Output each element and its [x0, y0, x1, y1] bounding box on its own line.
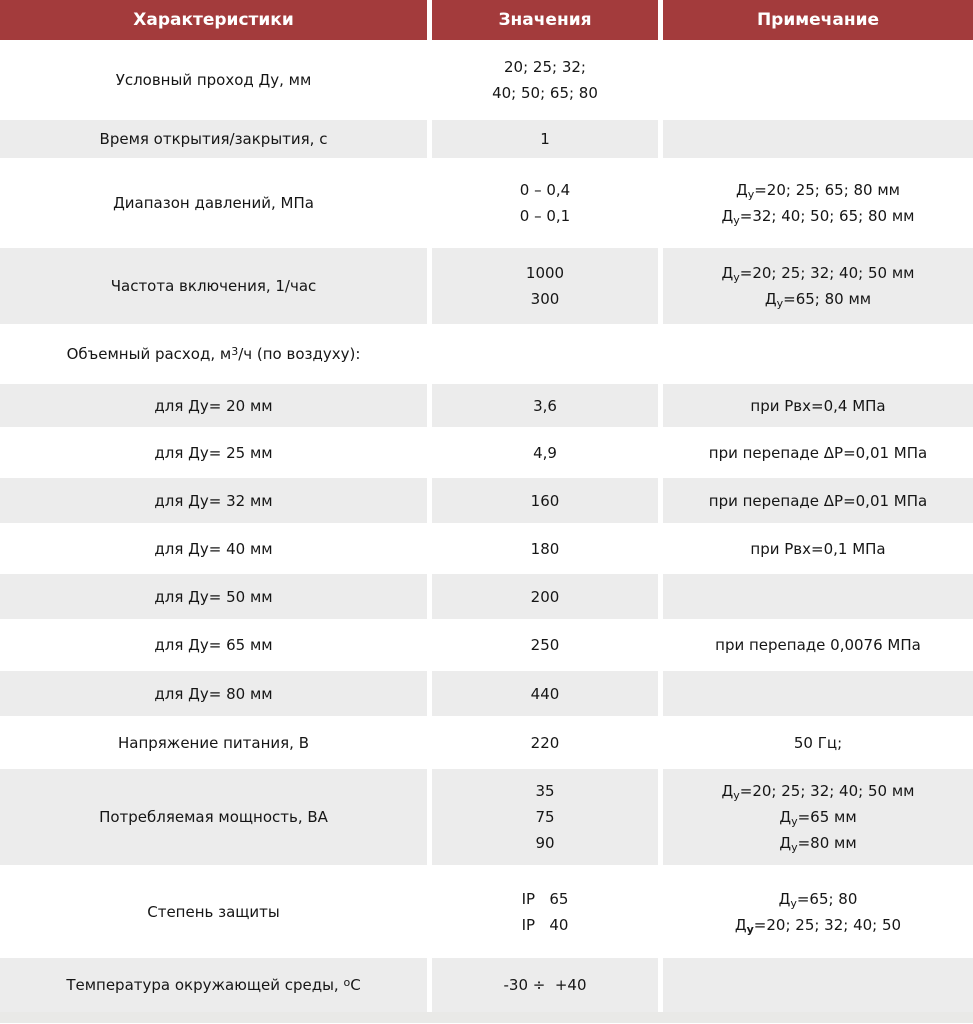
characteristic-cell [0, 327, 427, 381]
cell-line: 1000 [525, 264, 565, 282]
cell-line: для Ду= 20 мм [154, 396, 273, 415]
cell-line: 440 [530, 684, 560, 703]
cell-line: Степень защиты [147, 902, 280, 921]
note-cell [663, 478, 973, 523]
cell-line: 200 [530, 587, 560, 606]
cell-line: $Д_у=20$; 25; 65; 80 мм [735, 181, 900, 201]
cell-line: 300 [530, 290, 560, 308]
note-cell [663, 43, 973, 117]
value-cell [432, 327, 658, 381]
cell-line: $Д_у=80$ мм [779, 834, 857, 854]
cell-line: Условный проход Ду, мм [115, 71, 312, 89]
cell-line: 90 [535, 834, 555, 852]
cell-line: 220 [530, 733, 560, 752]
column-header-values: Значения [432, 0, 658, 40]
cell-line: при перепаде 0,0076 МПа [715, 636, 921, 654]
note-cell [663, 161, 973, 245]
characteristic-cell [0, 958, 427, 1012]
value-cell [432, 671, 658, 716]
value-cell [432, 43, 658, 117]
cell-line: 3,6 [533, 396, 557, 415]
value-cell [432, 248, 658, 324]
characteristic-cell [0, 769, 427, 865]
cell-line: для Ду= 32 мм [154, 491, 273, 510]
cell-line: 180 [530, 539, 560, 558]
characteristic-cell [0, 622, 427, 668]
value-cell [432, 526, 658, 571]
note-cell [663, 248, 973, 324]
characteristic-cell [0, 120, 427, 158]
note-cell [663, 868, 973, 955]
cell-line: при перепаде ΔР=0,01 МПа [708, 443, 928, 462]
cell-line: для Ду= 40 мм [154, 539, 273, 558]
note-cell [663, 671, 973, 716]
note-cell [663, 574, 973, 619]
characteristic-cell [0, 868, 427, 955]
cell-line: Напряжение питания, В [117, 733, 309, 752]
cell-line: для Ду= 65 мм [154, 636, 273, 654]
cell-line: 250 [530, 636, 560, 654]
characteristic-cell [0, 248, 427, 324]
note-cell [663, 526, 973, 571]
cell-line: Объемный расход, $м^3/ч$ (по воздуху): [66, 345, 361, 363]
page-background-strip [0, 1012, 973, 1023]
cell-line: Время открытия/закрытия, с [99, 130, 328, 148]
cell-line: IP 65 [521, 889, 569, 908]
characteristic-cell [0, 430, 427, 475]
value-cell [432, 161, 658, 245]
characteristic-cell [0, 671, 427, 716]
cell-line: 4,9 [533, 443, 557, 462]
cell-line: $Д_у=65$ мм [779, 808, 857, 828]
note-cell [663, 622, 973, 668]
cell-line: $Д_у=65$; 80 мм [764, 290, 872, 310]
cell-line: -30 ÷ +40 [503, 976, 587, 994]
note-cell [663, 769, 973, 865]
cell-line: 1 [540, 130, 550, 148]
cell-line: $Д_у=20$; 25; 32; 40; 50 мм [721, 782, 915, 802]
cell-line: $Д_у=65$; 80 [778, 889, 858, 910]
characteristic-cell [0, 478, 427, 523]
cell-line: 75 [535, 808, 555, 826]
note-cell [663, 327, 973, 381]
cell-line: для Ду= 25 мм [154, 443, 273, 462]
cell-line: для Ду= 50 мм [154, 587, 273, 606]
note-cell [663, 958, 973, 1012]
cell-line: 0 – 0,1 [519, 207, 571, 225]
characteristic-cell [0, 384, 427, 427]
column-header-notes: Примечание [663, 0, 973, 40]
value-cell [432, 430, 658, 475]
value-cell [432, 574, 658, 619]
note-cell [663, 384, 973, 427]
value-cell [432, 384, 658, 427]
cell-line: при Рвх=0,4 МПа [750, 396, 886, 415]
cell-line: $Д_у=20$; 25; 32; 40; 50 мм [721, 264, 915, 284]
value-cell [432, 622, 658, 668]
characteristic-cell [0, 526, 427, 571]
characteristic-cell [0, 719, 427, 766]
cell-line: Частота включения, 1/час [110, 277, 317, 295]
cell-line: Потребляемая мощность, ВА [99, 808, 328, 826]
value-cell [432, 120, 658, 158]
cell-line: 160 [530, 491, 560, 510]
column-header-characteristics: Характеристики [0, 0, 427, 40]
cell-line: Температура окружающей среды, $^о$С [66, 976, 361, 994]
cell-line: для Ду= 80 мм [154, 684, 273, 703]
characteristic-cell [0, 574, 427, 619]
value-cell [432, 478, 658, 523]
cell-line: 20; 25; 32; [504, 58, 586, 76]
value-cell [432, 719, 658, 766]
characteristic-cell [0, 161, 427, 245]
cell-line: 50 Гц; [793, 733, 843, 752]
note-cell [663, 719, 973, 766]
value-cell [432, 958, 658, 1012]
cell-line: 35 [535, 782, 555, 800]
value-cell [432, 769, 658, 865]
cell-line: $Д_у=32$; 40; 50; 65; 80 мм [721, 207, 915, 227]
cell-line: при Рвх=0,1 МПа [750, 539, 886, 558]
cell-line: IP 40 [521, 915, 569, 934]
value-cell [432, 868, 658, 955]
cell-line: $Д_у=20$; 25; 32; 40; 50 [734, 915, 902, 936]
cell-line: 0 – 0,4 [519, 181, 571, 199]
characteristic-cell [0, 43, 427, 117]
note-cell [663, 430, 973, 475]
cell-line: 40; 50; 65; 80 [492, 84, 598, 102]
cell-line: Диапазон давлений, МПа [113, 194, 314, 212]
cell-line: при перепаде ΔР=0,01 МПа [708, 491, 928, 510]
note-cell [663, 120, 973, 158]
